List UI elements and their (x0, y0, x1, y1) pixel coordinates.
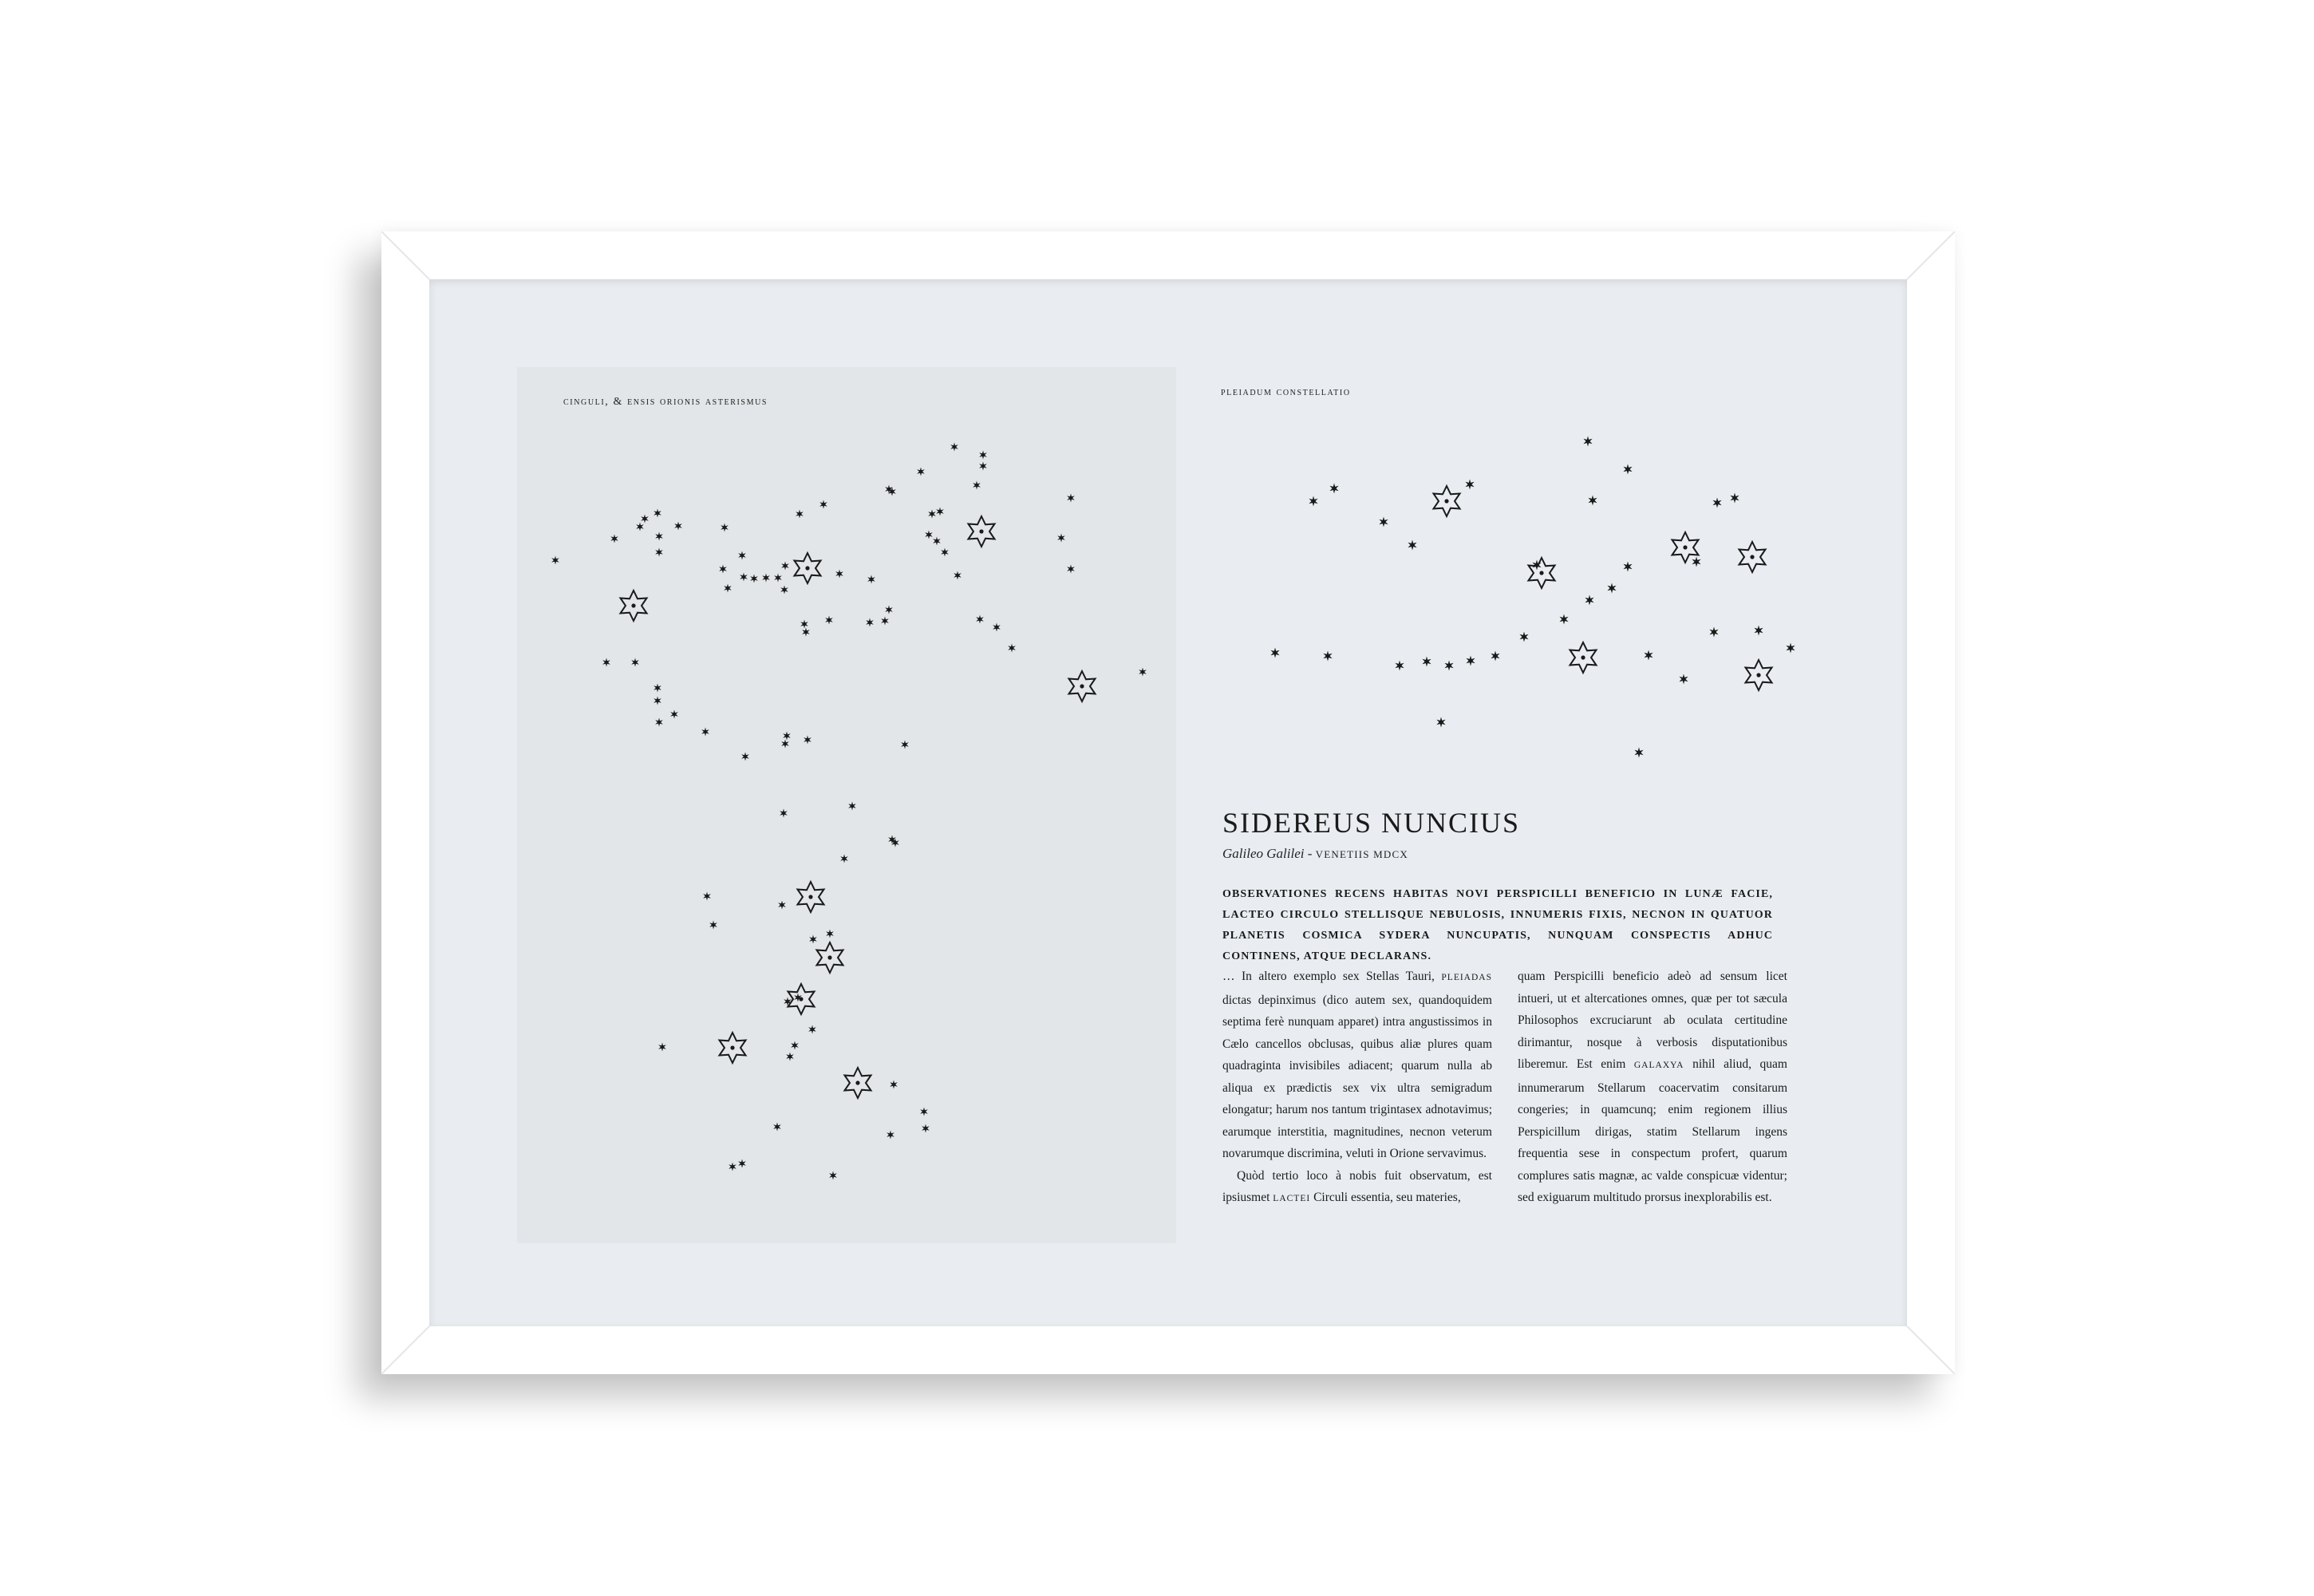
text-run: dictas depinximus (dico autem sex, quandoquidem septima ferè nunquam apparet) intra angustissimos in Cælo cancellos obclusas, quibus aliæ plures quam quadraginta invisibiles adiacent; quarum nulla ab aliqua ex prædictis sex vix ultra semigradum elongatur; harum nos tantum trigintasex adnotavimus; earumque interstitia, magnitudines, necnon veterum novarumque discrimina, veluti in Orione servavimus. (1222, 993, 1492, 1160)
star-icon (658, 1043, 666, 1052)
star-icon (979, 451, 987, 460)
star-icon (826, 930, 834, 938)
star-icon (887, 1131, 894, 1140)
bright-star-icon (969, 516, 995, 547)
star-icon (1679, 674, 1688, 685)
star-icon (1634, 748, 1643, 758)
orion-panel-label: cinguli, & ensis orionis asterismus (563, 396, 768, 408)
star-icon (655, 548, 663, 557)
star-icon (1588, 496, 1597, 506)
star-icon (778, 901, 786, 910)
star-icon (1057, 534, 1065, 543)
star-icon (993, 623, 1001, 632)
star-icon (631, 658, 639, 667)
star-icon (741, 753, 749, 761)
star-icon (829, 1171, 837, 1180)
bright-star-icon (817, 942, 843, 973)
star-icon (780, 809, 788, 818)
star-icon (1583, 437, 1592, 447)
text-run: quam Perspicilli beneficio adeò ad sensum licet intueri, ut et altercationes omnes, quæ per tot sæcula Philosophos excruciarunt ab oculata certitudine dirimantur, nosque à verbosis disputationibus liberemur. Est enim (1518, 970, 1787, 1071)
star-icon (670, 710, 678, 719)
star-icon (901, 741, 909, 749)
star-icon (783, 732, 791, 741)
text-run: … In altero exemplo sex Stellas Tauri, (1222, 970, 1442, 983)
star-icon (1607, 583, 1616, 594)
text-run: Circuli essentia, seu materies, (1310, 1191, 1461, 1204)
pleiades-panel-label: pleiadum constellatio (1221, 386, 1351, 398)
star-icon (1436, 717, 1445, 728)
star-icon (1623, 464, 1632, 475)
page-title: SIDEREUS NUNCIUS (1222, 807, 1521, 839)
star-icon (655, 718, 663, 727)
star-icon (920, 1108, 928, 1116)
star-icon (1067, 494, 1075, 503)
star-icon (1754, 626, 1763, 636)
star-icon (655, 532, 663, 541)
bright-star-icon (621, 591, 647, 621)
star-icon (1395, 661, 1404, 671)
star-icon (808, 1025, 816, 1034)
star-icon (1139, 668, 1147, 677)
star-icon (1623, 562, 1632, 572)
star-icon (1008, 644, 1016, 653)
body-paragraph (1518, 966, 1787, 1209)
star-icon (1712, 498, 1721, 508)
star-icon (1644, 650, 1653, 661)
star-icon (750, 575, 758, 583)
author-name: Galileo Galilei (1222, 846, 1305, 861)
star-icon (867, 575, 875, 584)
star-icon (654, 509, 661, 518)
bright-star-icon (798, 882, 824, 912)
text-run: nihil aliud, quam innumerarum Stellarum coacervatim consitarum congeries; in quamcunq; enim regionem illius Perspicillum dirigas, statim Stellarum ingens frequentia sese in conspectum profert, quarum complures satis magnæ, ac valde conspicuæ videntur; sed exiguarum multitudo prorsus inexplorabilis est. (1518, 1057, 1787, 1204)
star-icon (825, 616, 833, 625)
star-icon (602, 658, 610, 667)
star-icon (729, 1163, 736, 1171)
star-icon (881, 617, 889, 626)
title-block (1222, 806, 1741, 862)
star-icon (1559, 614, 1568, 625)
star-icon (933, 537, 941, 546)
star-icon (1379, 517, 1388, 527)
intro-text: OBSERVATIONES RECENS HABITAS NOVI PERSPICILLI BENEFICIO IN LUNÆ FACIE, LACTEO CIRCULO STELLISQUE NEBULOSIS, INNUMERIS FIXIS, NECNON IN QUATUOR PLANETIS COSMICA SYDERA NUNCUPATIS, NUNQUAM CONSPECTIS ADHUC CONTINENS, ATQUE DECLARANS. (1222, 888, 1773, 962)
star-icon (804, 736, 811, 745)
star-icon (890, 1080, 898, 1089)
body-column-1 (1222, 966, 1492, 1211)
star-icon (721, 523, 729, 532)
star-icon (954, 571, 962, 580)
bright-star-icon (720, 1033, 746, 1063)
publication-place: VENETIIS MDCX (1315, 848, 1408, 860)
star-icon (654, 697, 661, 705)
star-icon (796, 510, 804, 519)
body-paragraph (1222, 966, 1492, 1165)
star-icon (551, 556, 559, 565)
bright-star-icon (845, 1068, 871, 1098)
star-icon (1519, 632, 1528, 642)
star-icon (941, 548, 949, 557)
star-icon (1465, 480, 1474, 490)
star-icon (1067, 565, 1075, 574)
star-icon (917, 468, 925, 476)
star-icon (1408, 540, 1416, 551)
star-icon (1786, 643, 1795, 654)
star-icon (1444, 661, 1453, 671)
small-caps-word: GALAXYA (1633, 1061, 1684, 1070)
star-icon (809, 935, 817, 944)
star-icon (1309, 496, 1317, 507)
text-run: Quòd tertio loco à nobis fuit observatum, est ipsiusmet (1222, 1168, 1492, 1204)
star-icon (928, 510, 936, 519)
star-icon (1585, 595, 1593, 606)
star-icon (1491, 651, 1499, 662)
star-icon (1329, 484, 1338, 494)
bright-star-icon (1570, 642, 1597, 673)
star-icon (885, 606, 893, 614)
star-icon (709, 921, 717, 930)
star-icon (800, 620, 808, 629)
star-icon (719, 565, 727, 574)
subtitle (1222, 846, 1741, 862)
bright-star-icon (1069, 671, 1096, 701)
star-icon (773, 1123, 781, 1132)
small-caps-word: PLEIADAS (1441, 973, 1492, 982)
star-icon (703, 892, 711, 901)
star-icon (936, 508, 944, 516)
star-icon (781, 562, 789, 571)
body-column-2 (1518, 966, 1787, 1211)
star-icon (774, 574, 782, 583)
star-icon (781, 740, 789, 749)
star-icon (740, 573, 748, 582)
bright-star-icon (788, 984, 815, 1014)
star-icon (819, 500, 827, 509)
star-icon (835, 570, 843, 579)
star-icon (922, 1124, 930, 1133)
bright-star-icon (1746, 660, 1772, 690)
star-icon (866, 618, 874, 627)
star-icon (1422, 657, 1431, 667)
star-icon (848, 802, 856, 811)
bright-star-icon (1434, 486, 1460, 516)
subtitle-separator: - (1304, 846, 1316, 861)
star-icon (1709, 627, 1718, 638)
star-icon (1270, 648, 1279, 658)
bright-star-icon (795, 553, 821, 583)
bright-star-icon (1672, 532, 1699, 563)
star-icon (950, 443, 958, 452)
star-icon (1692, 557, 1700, 567)
star-icon (979, 462, 987, 471)
star-icon (701, 728, 709, 737)
body-columns (1222, 966, 1787, 1211)
star-icon (641, 515, 649, 523)
star-icon (610, 535, 618, 543)
star-icon (925, 531, 933, 539)
star-icon (724, 584, 732, 593)
star-icon (973, 481, 981, 490)
star-icon (786, 1053, 794, 1061)
bright-star-icon (1739, 542, 1766, 572)
star-icon (1730, 493, 1739, 504)
star-icon (738, 1159, 746, 1168)
star-icon (674, 522, 682, 531)
star-icon (802, 628, 810, 637)
star-icon (654, 684, 661, 693)
bright-star-icon (1529, 558, 1555, 588)
star-icon (1466, 656, 1475, 666)
star-icon (636, 523, 644, 531)
star-icon (762, 574, 770, 583)
star-icon (780, 586, 788, 595)
star-icon (840, 855, 848, 863)
body-paragraph (1222, 1165, 1492, 1211)
small-caps-word: LACTEI (1273, 1194, 1311, 1203)
star-icon (976, 615, 984, 624)
star-icon (791, 1041, 799, 1050)
star-icon (1323, 651, 1332, 662)
star-icon (738, 551, 746, 560)
